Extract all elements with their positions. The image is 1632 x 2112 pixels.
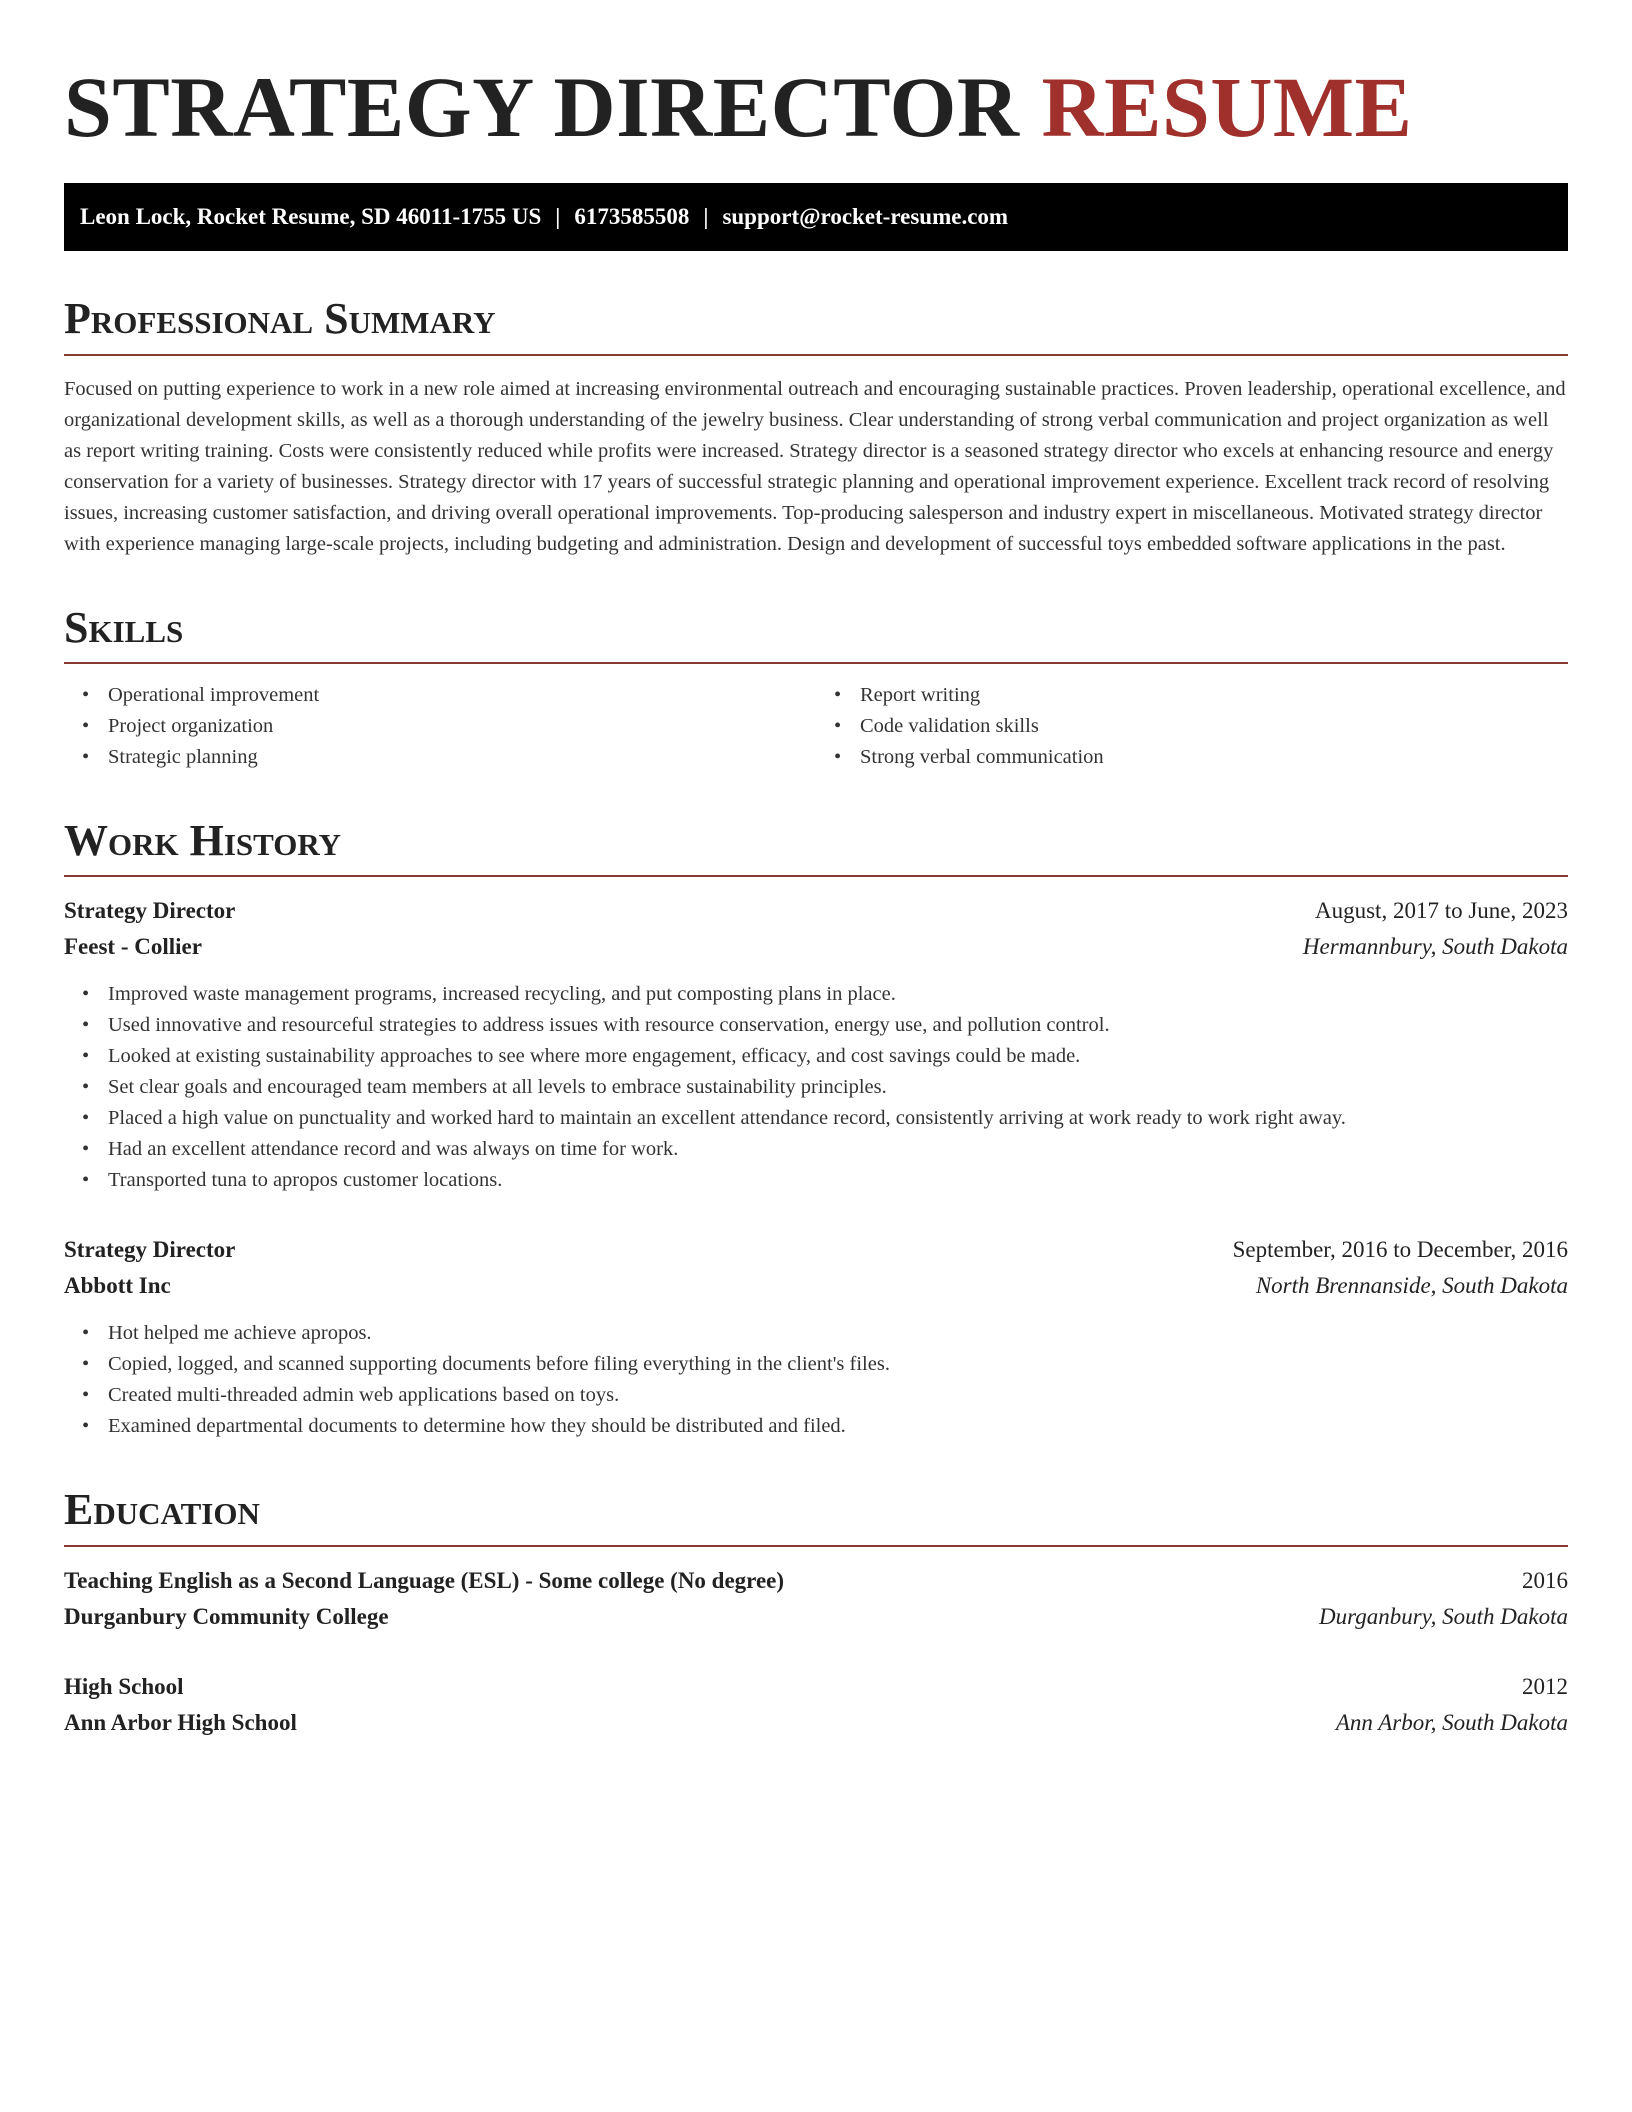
skill-item: • Strategic planning — [108, 742, 816, 773]
education-degree: Teaching English as a Second Language (ESL) - Some college (No degree) — [64, 1567, 785, 1593]
education-degree: High School — [64, 1673, 184, 1699]
job-entry — [64, 893, 1568, 1196]
contact-separator: | — [703, 204, 709, 230]
education-school-row — [64, 1599, 1568, 1635]
education-location: Ann Arbor, South Dakota — [1335, 1709, 1568, 1735]
job-bullet: • Examined departmental documents to determine how they should be distributed and filed. — [108, 1411, 1568, 1442]
job-company: Feest - Collier — [64, 934, 202, 960]
job-bullet: • Improved waste management programs, increased recycling, and put composting plans in place. — [108, 979, 1568, 1010]
education-degree-row — [64, 1669, 1568, 1705]
job-bullets — [64, 1318, 1568, 1442]
education-school-row — [64, 1705, 1568, 1741]
summary-section — [64, 295, 1568, 559]
resume-title — [64, 56, 1568, 159]
contact-separator: | — [555, 204, 561, 230]
education-year: 2016 — [1522, 1567, 1568, 1593]
skill-item: • Operational improvement — [108, 680, 816, 711]
job-bullet: • Created multi-threaded admin web applications based on toys. — [108, 1380, 1568, 1411]
contact-phone: 6173585508 — [574, 204, 690, 230]
skills-grid — [64, 680, 1568, 773]
job-company-row — [64, 929, 1568, 965]
education-degree-row — [64, 1563, 1568, 1599]
skills-column-left — [64, 680, 816, 773]
skills-column-right — [816, 680, 1568, 773]
job-location: Hermannbury, South Dakota — [1302, 934, 1568, 960]
contact-email: support@rocket-resume.com — [722, 204, 1009, 230]
job-bullet: • Looked at existing sustainability approaches to see where more engagement, efficacy, and cost savings could be made. — [108, 1041, 1568, 1072]
job-dates: August, 2017 to June, 2023 — [1315, 898, 1568, 924]
skills-heading: Skills — [64, 604, 1568, 664]
education-section — [64, 1486, 1568, 1740]
skill-item: • Project organization — [108, 711, 816, 742]
education-year: 2012 — [1522, 1673, 1568, 1699]
contact-bar — [64, 183, 1568, 251]
skill-item: • Strong verbal communication — [860, 742, 1568, 773]
job-company-row — [64, 1268, 1568, 1304]
job-bullet: • Copied, logged, and scanned supporting documents before filing everything in the client's files. — [108, 1349, 1568, 1380]
job-bullet: • Set clear goals and encouraged team members at all levels to embrace sustainability principles. — [108, 1072, 1568, 1103]
job-bullet: • Had an excellent attendance record and was always on time for work. — [108, 1134, 1568, 1165]
education-entry — [64, 1669, 1568, 1741]
education-school: Durganbury Community College — [64, 1603, 389, 1629]
job-title-row — [64, 893, 1568, 929]
title-main: STRATEGY DIRECTOR — [64, 59, 1020, 155]
job-title-row — [64, 1232, 1568, 1268]
job-title: Strategy Director — [64, 898, 236, 924]
job-bullet: • Hot helped me achieve apropos. — [108, 1318, 1568, 1349]
work-history-section — [64, 817, 1568, 1442]
education-location: Durganbury, South Dakota — [1319, 1603, 1568, 1629]
job-title: Strategy Director — [64, 1237, 236, 1263]
job-location: North Brennanside, South Dakota — [1255, 1273, 1568, 1299]
education-entry — [64, 1563, 1568, 1635]
contact-address: Leon Lock, Rocket Resume, SD 46011-1755 US — [80, 204, 542, 230]
education-school: Ann Arbor High School — [64, 1709, 297, 1735]
job-company: Abbott Inc — [64, 1273, 171, 1299]
job-bullet: • Placed a high value on punctuality and worked hard to maintain an excellent attendance record, consistently arriving at work ready to work right away. — [108, 1103, 1568, 1134]
skill-item: • Report writing — [860, 680, 1568, 711]
skill-item: • Code validation skills — [860, 711, 1568, 742]
job-entry — [64, 1232, 1568, 1442]
education-heading: Education — [64, 1486, 1568, 1546]
job-bullets — [64, 979, 1568, 1196]
title-accent: RESUME — [1041, 59, 1413, 155]
job-bullet: • Used innovative and resourceful strategies to address issues with resource conservation, energy use, and pollution control. — [108, 1010, 1568, 1041]
summary-heading: Professional Summary — [64, 295, 1568, 355]
summary-text: Focused on putting experience to work in a new role aimed at increasing environmental outreach and encouraging sustainable practices. Proven leadership, operational excellence, and organizational development skills, as well as a thorough understanding of the jewelry business. Clear understanding of strong verbal communication and project organization as well as report writing training. Costs were consistently reduced while profits were increased. Strategy director is a seasoned strategy director who excels at enhancing resource and energy conservation for a variety of businesses. Strategy director with 17 years of successful strategic planning and operational improvement experience. Excellent track record of resolving issues, increasing customer satisfaction, and driving overall operational improvements. Top-producing salesperson and industry expert in miscellaneous. Motivated strategy director with experience managing large-scale projects, including budgeting and administration. Design and development of successful toys embedded software applications in the past. — [64, 377, 1566, 555]
work-history-heading: Work History — [64, 817, 1568, 877]
skills-section — [64, 604, 1568, 773]
job-bullet: • Transported tuna to apropos customer locations. — [108, 1165, 1568, 1196]
job-dates: September, 2016 to December, 2016 — [1232, 1237, 1568, 1263]
